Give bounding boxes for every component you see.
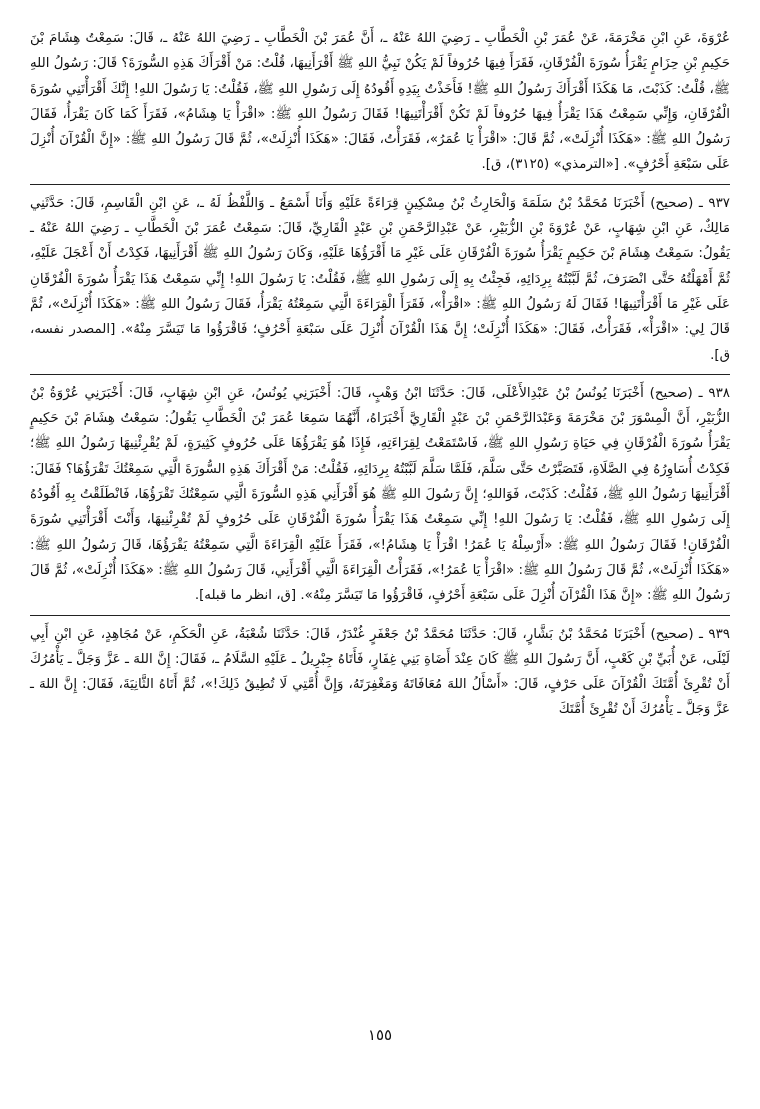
paragraph-hadith-939: ٩٣٩ ـ (صحيح) أَخْبَرَنَا مُحَمَّدُ بْنُ بَشَّارٍ، قَالَ: حَدَّثَنَا مُحَمَّدُ بْنُ جَعْفَرٍ غُنْدَرٌ، قَالَ: حَدَّثَنَا شُعْبَةُ، عَنِ الْحَكَمِ، عَنْ مُجَاهِدٍ، عَنِ ابْنِ أَبِي لَيْلَى، عَنْ أُبَيِّ بْنِ كَعْبٍ، أَنَّ رَسُولَ اللهِ ﷺ كَانَ عِنْدَ أَضَاةِ بَنِي غِفَارٍ، فَأَتَاهُ جِبْرِيلُ ـ عَلَيْهِ السَّلَامُ ـ، فَقَالَ: إِنَّ اللهَ ـ عَزَّ وَجَلَّ ـ يَأْمُرُكَ أَنْ تُقْرِئَ أُمَّتَكَ الْقُرْآنَ عَلَى حَرْفٍ، قَالَ: «أَسْأَلُ اللهَ مُعَافَاتَهُ وَمَغْفِرَتَهُ، وَإِنَّ أُمَّتِي لَا تُطِيقُ ذَلِكَ!»، ثُمَّ أَتَاهُ الثَّانِيَةَ، فَقَالَ: إِنَّ اللهَ ـ عَزَّ وَجَلَّ ـ يَأْمُرُكَ أَنْ تُقْرِئَ أُمَّتَكَ: [30, 626, 730, 718]
paragraph-continuation: عُرْوَةَ، عَنِ ابْنِ مَخْرَمَةَ، عَنْ عُمَرَ بْنِ الْخَطَّابِ ـ رَضِيَ اللهُ عَنْهُ ـ، أَنَّ عُمَرَ بْنَ الْخَطَّابِ ـ رَضِيَ اللهُ عَنْهُ ـ، قَالَ: سَمِعْتُ هِشَامَ بْنَ حَكِيمِ بْنِ حِزَامٍ يَقْرَأُ سُورَةَ الْفُرْقَانِ، فَقَرَأَ فِيهَا حُرُوفاً لَمْ يَكُنْ نَبِيُّ اللهِ ﷺ أَقْرَأَنِيهَا، قُلْتُ: مَنْ أَقْرَأَكَ هَذِهِ السُّورَةَ؟ قَالَ: رَسُولُ اللهِ ﷺ، قُلْتُ: كَذَبْتَ، مَا هَكَذَا أَقْرَأَكَ رَسُولُ اللهِ ﷺ! فَأَخَذْتُ بِيَدِهِ أَقُودُهُ إِلَى رَسُولِ اللهِ ﷺ، فَقُلْتُ: يَا رَسُولَ اللهِ! إِنَّكَ أَقْرَأْتَنِي سُورَةَ الْفُرْقَانِ، وَإِنِّي سَمِعْتُ هَذَا يَقْرَأُ فِيهَا حُرُوفاً لَمْ تَكُنْ أَقْرَأْتَنِيهَا! فَقَالَ رَسُولُ اللهِ ﷺ: «اقْرَأْ يَا هِشَامُ»، فَقَرَأَ كَمَا كَانَ يَقْرَأُ، فَقَالَ رَسُولُ اللهِ ﷺ: «هَكَذَا أُنْزِلَتْ»، ثُمَّ قَالَ: «اقْرَأْ يَا عُمَرُ»، فَقَرَأْتُ، فَقَالَ: «هَكَذَا أُنْزِلَتْ»، ثُمَّ قَالَ رَسُولُ اللهِ ﷺ: «إِنَّ الْقُرْآنَ أُنْزِلَ عَلَى سَبْعَةِ أَحْرُفٍ». [«الترمذي» (٣١٢٥)، ق].: [30, 31, 730, 173]
section-divider: [30, 374, 730, 375]
paragraph-hadith-938: ٩٣٨ ـ (صحيح) أَخْبَرَنَا يُونُسُ بْنُ عَبْدِالأَعْلَى، قَالَ: حَدَّثَنَا ابْنُ وَهْبٍ، قَالَ: أَخْبَرَنِي يُونُسُ، عَنِ ابْنِ شِهَابٍ، قَالَ: أَخْبَرَنِي عُرْوَةُ بْنُ الزُّبَيْرِ، أَنَّ الْمِسْوَرَ بْنَ مَخْرَمَةَ وَعَبْدَالرَّحْمَنِ بْنَ عَبْدٍ الْقَارِيَّ أَخْبَرَاهُ، أَنَّهُمَا سَمِعَا عُمَرَ بْنَ الْخَطَّابِ يَقُولُ: سَمِعْتُ هِشَامَ بْنَ حَكِيمٍ يَقْرَأُ سُورَةَ الْفُرْقَانِ فِي حَيَاةِ رَسُولِ اللهِ ﷺ، فَاسْتَمَعْتُ لِقِرَاءَتِهِ، فَإِذَا هُوَ يَقْرَؤُهَا عَلَى حُرُوفٍ كَثِيرَةٍ، لَمْ يُقْرِئْنِيهَا رَسُولُ اللهِ ﷺ؛ فَكِدْتُ أُسَاوِرُهُ فِي الصَّلَاةِ، فَتَصَبَّرْتُ حَتَّى سَلَّمَ، فَلَمَّا سَلَّمَ لَبَّبْتُهُ بِرِدَائِهِ، فَقُلْتُ: مَنْ أَقْرَأَكَ هَذِهِ السُّورَةَ الَّتِي سَمِعْتُكَ تَقْرَؤُهَا؟ فَقَالَ: أَقْرَأَنِيهَا رَسُولُ اللهِ ﷺ، فَقُلْتُ: كَذَبْتَ، فَوَاللهِ؛ إِنَّ رَسُولَ اللهِ ﷺ هُوَ أَقْرَأَنِي هَذِهِ السُّورَةَ الَّتِي سَمِعْتُكَ تَقْرَؤُهَا، فَانْطَلَقْتُ بِهِ أَقُودُهُ إِلَى رَسُولِ اللهِ ﷺ، فَقُلْتُ: يَا رَسُولَ اللهِ! إِنِّي سَمِعْتُ هَذَا يَقْرَأُ سُورَةَ الْفُرْقَانِ عَلَى حُرُوفٍ لَمْ تُقْرِئْنِيهَا، وَأَنْتَ أَقْرَأْتَنِي سُورَةَ الْفُرْقَانِ! فَقَالَ رَسُولُ اللهِ ﷺ: «أَرْسِلْهُ يَا عُمَرُ! اقْرَأْ يَا هِشَامُ!»، فَقَرَأَ عَلَيْهِ الْقِرَاءَةَ الَّتِي سَمِعْتُهُ يَقْرَؤُهَا، قَالَ رَسُولُ اللهِ ﷺ: «هَكَذَا أُنْزِلَتْ»، ثُمَّ قَالَ رَسُولُ اللهِ ﷺ: «اقْرَأْ يَا عُمَرُ!»، فَقَرَأْتُ الْقِرَاءَةَ الَّتِي أَقْرَأَنِي، قَالَ رَسُولُ اللهِ ﷺ: «هَكَذَا أُنْزِلَتْ»، ثُمَّ قَالَ رَسُولُ اللهِ ﷺ: «إِنَّ هَذَا الْقُرْآنَ أُنْزِلَ عَلَى سَبْعَةِ أَحْرُفٍ، فَاقْرَؤُوا مَا تَيَسَّرَ مِنْهُ». [ق، انظر ما قبله].: [30, 385, 730, 604]
section-divider: [30, 184, 730, 185]
page-number: ١٥٥: [367, 1026, 393, 1044]
section-divider: [30, 615, 730, 616]
paragraph-hadith-937: ٩٣٧ ـ (صحيح) أَخْبَرَنَا مُحَمَّدُ بْنُ سَلَمَةَ وَالْحَارِثُ بْنُ مِسْكِينٍ قِرَاءَةً عَلَيْهِ وَأَنَا أَسْمَعُ ـ وَاللَّفْظُ لَهُ ـ، عَنِ ابْنِ الْقَاسِمِ، قَالَ: حَدَّثَنِي مَالِكٌ، عَنِ ابْنِ شِهَابٍ، عَنْ عُرْوَةَ بْنِ الزُّبَيْرِ، عَنْ عَبْدِالرَّحْمَنِ بْنِ عَبْدٍ الْقَارِيِّ، قَالَ: سَمِعْتُ عُمَرَ بْنَ الْخَطَّابِ ـ رَضِيَ اللهُ عَنْهُ ـ يَقُولُ: سَمِعْتُ هِشَامَ بْنَ حَكِيمٍ يَقْرَأُ سُورَةَ الْفُرْقَانِ عَلَى غَيْرِ مَا أَقْرَؤُهَا عَلَيْهِ، وَكَانَ رَسُولُ اللهِ ﷺ أَقْرَأَنِيهَا، فَكِدْتُ أَنْ أَعْجَلَ عَلَيْهِ، ثُمَّ أَمْهَلْتُهُ حَتَّى انْصَرَفَ، ثُمَّ لَبَّبْتُهُ بِرِدَائِهِ، فَجِئْتُ بِهِ إِلَى رَسُولِ اللهِ ﷺ، فَقُلْتُ: يَا رَسُولَ اللهِ! إِنِّي سَمِعْتُ هَذَا يَقْرَأُ سُورَةَ الْفُرْقَانِ عَلَى غَيْرِ مَا أَقْرَأْتَنِيهَا! فَقَالَ لَهُ رَسُولُ اللهِ ﷺ: «اقْرَأْ»، فَقَرَأَ الْقِرَاءَةَ الَّتِي سَمِعْتُهُ يَقْرَأُ، فَقَالَ رَسُولُ اللهِ ﷺ: «هَكَذَا أُنْزِلَتْ»، ثُمَّ قَالَ لِي: «اقْرَأْ»، فَقَرَأْتُ، فَقَالَ: «هَكَذَا أُنْزِلَتْ؛ إِنَّ هَذَا الْقُرْآنَ أُنْزِلَ عَلَى سَبْعَةِ أَحْرُفٍ؛ فَاقْرَؤُوا مَا تَيَسَّرَ مِنْهُ». [المصدر نفسه، ق].: [30, 195, 730, 363]
book-page: [30, 26, 730, 723]
